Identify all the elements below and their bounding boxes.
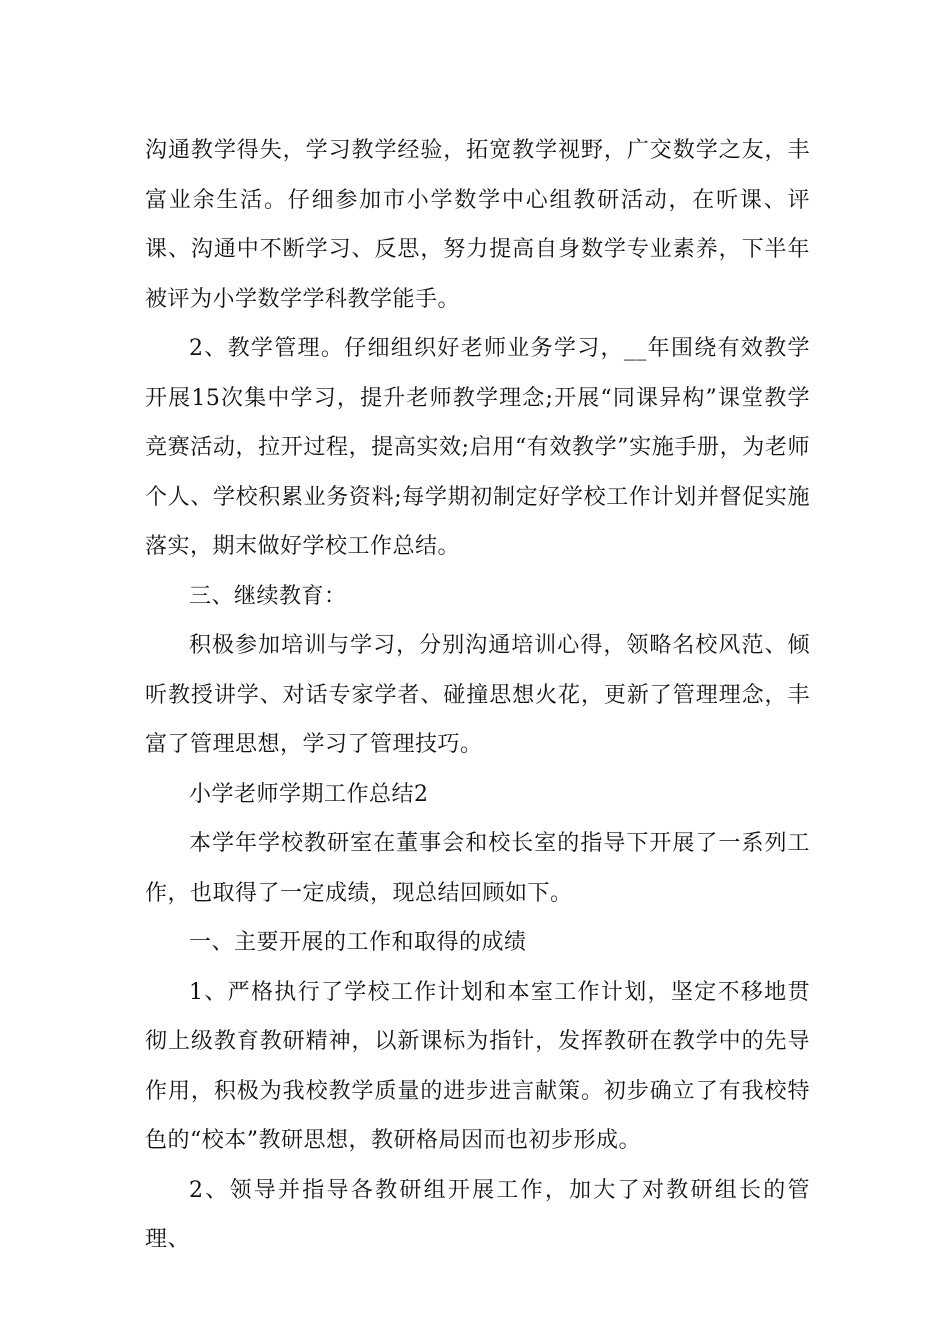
document-subtitle: 小学老师学期工作总结2 bbox=[189, 781, 429, 807]
paragraph-teaching-management: 2、教学管理。仔细组织好老师业务学习，__年围绕有效教学开展15次集中学习，提升老师教学理念;开展“同课异构”课堂教学竞赛活动，拉开过程，提高实效;启用“有效教学”实施手册，为老师个人、学校积累业务资料;每学期初制定好学校工作计划并督促实施落实，期末做好学校工作总结。 bbox=[145, 336, 810, 559]
paragraph-item-2: 2、领导并指导各教研组开展工作，加大了对教研组长的管理、 bbox=[145, 1177, 810, 1252]
section-heading-continuing-education: 三、继续教育： bbox=[189, 583, 347, 609]
document-body bbox=[145, 126, 810, 1265]
paragraph-continuation: 沟通教学得失，学习教学经验，拓宽教学视野，广交数学之友，丰富业余生活。仔细参加市小学数学中心组教研活动，在听课、评课、沟通中不断学习、反思，努力提高自身数学专业素养，下半年被评为小学数学学科教学能手。 bbox=[145, 138, 810, 312]
paragraph-intro: 本学年学校教研室在董事会和校长室的指导下开展了一系列工作，也取得了一定成绩，现总结回顾如下。 bbox=[145, 831, 810, 906]
section-heading-main-work: 一、主要开展的工作和取得的成绩 bbox=[189, 930, 527, 955]
paragraph-training: 积极参加培训与学习，分别沟通培训心得，领略名校风范、倾听教授讲学、对话专家学者、碰撞思想火花，更新了管理理念，丰富了管理思想，学习了管理技巧。 bbox=[145, 633, 810, 757]
paragraph-item-1: 1、严格执行了学校工作计划和本室工作计划，坚定不移地贯彻上级教育教研精神，以新课标为指针，发挥教研在教学中的先导作用，积极为我校教学质量的进步进言献策。初步确立了有我校特色的“校本”教研思想，教研格局因而也初步形成。 bbox=[145, 979, 810, 1153]
